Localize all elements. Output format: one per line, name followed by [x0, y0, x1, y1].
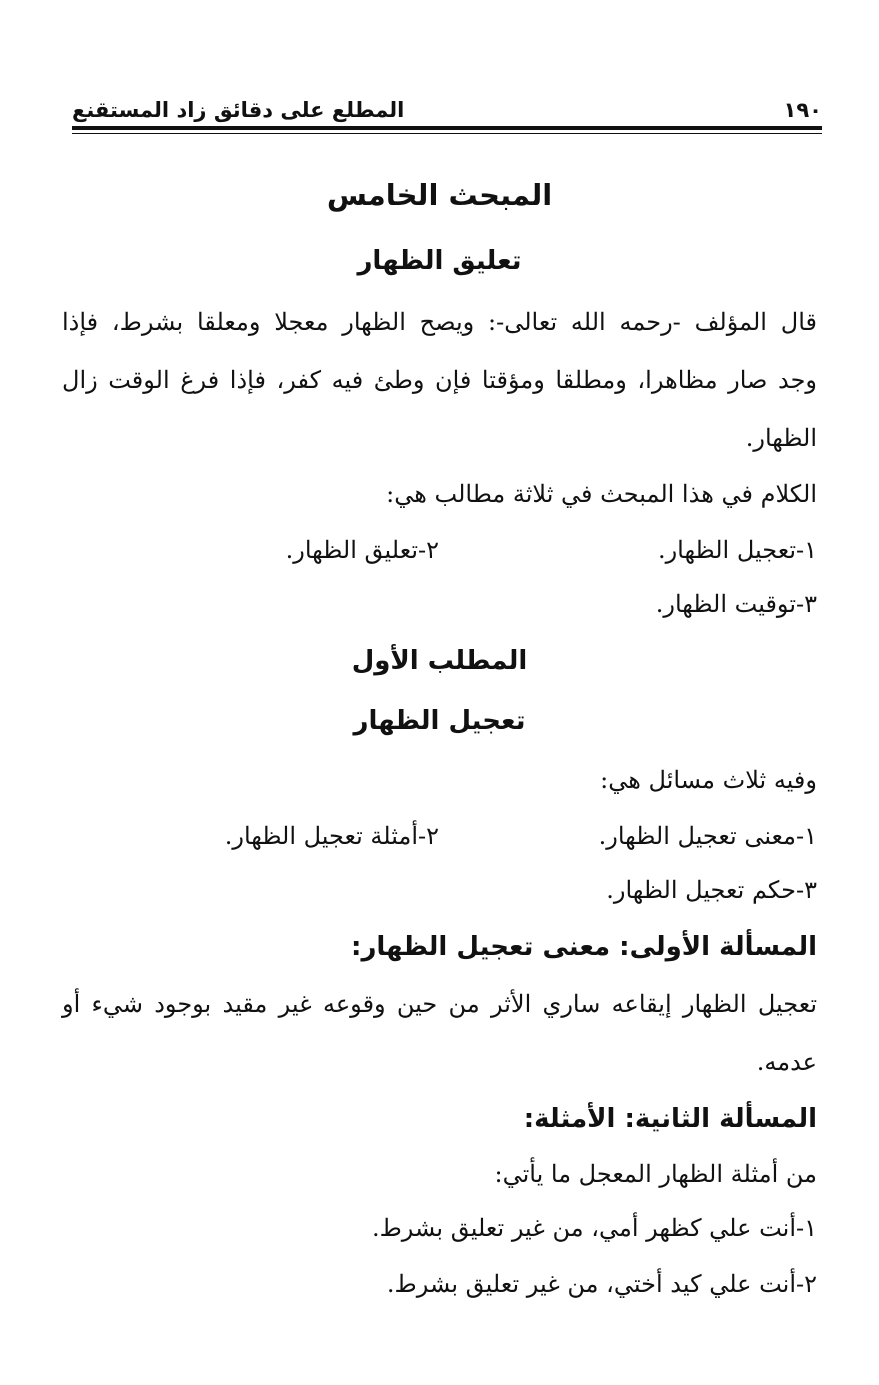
- part-item-2: ٢-أمثلة تعجيل الظهار.: [224, 822, 439, 850]
- intro-text: الكلام في هذا المبحث في ثلاثة مطالب هي:: [386, 480, 817, 508]
- header-rule-thick: [72, 126, 822, 130]
- intro-item-1: ١-تعجيل الظهار.: [657, 536, 817, 564]
- issue-1-title: المسألة الأولى: معنى تعجيل الظهار:: [351, 932, 817, 962]
- quote-line-2: وجد صار مظاهرا، ومطلقا ومؤقتا فإن وطئ فيه كفر، فإذا فرغ الوقت زال: [62, 366, 817, 394]
- example-1: ١-أنت علي كظهر أمي، من غير تعليق بشرط.: [371, 1214, 817, 1242]
- page-number: ١٩٠: [783, 98, 822, 122]
- part-intro-text: وفيه ثلاث مسائل هي:: [600, 766, 817, 794]
- issue-2-intro: من أمثلة الظهار المعجل ما يأتي:: [494, 1160, 817, 1188]
- part-topic-heading: تعجيل الظهار: [353, 706, 526, 736]
- part-item-3: ٣-حكم تعجيل الظهار.: [606, 876, 817, 904]
- header-rule-thin: [72, 133, 822, 134]
- issue-1-line-1: تعجيل الظهار إيقاعه ساري الأثر من حين وقوعه غير مقيد بوجود شيء أو: [62, 990, 817, 1018]
- quote-line-3: الظهار.: [745, 424, 817, 452]
- part-heading: المطلب الأول: [351, 646, 528, 676]
- running-header: [72, 92, 822, 122]
- issue-2-title: المسألة الثانية: الأمثلة:: [523, 1104, 817, 1134]
- intro-item-3: ٣-توقيت الظهار.: [655, 590, 817, 618]
- running-title: المطلع على دقائق زاد المستقنع: [72, 98, 405, 122]
- intro-item-2: ٢-تعليق الظهار.: [285, 536, 439, 564]
- section-heading: المبحث الخامس: [326, 178, 553, 212]
- issue-1-line-2: عدمه.: [756, 1048, 817, 1076]
- topic-heading: تعليق الظهار: [357, 246, 522, 276]
- example-2: ٢-أنت علي كيد أختي، من غير تعليق بشرط.: [386, 1270, 817, 1298]
- part-item-1: ١-معنى تعجيل الظهار.: [598, 822, 817, 850]
- quote-line-1: قال المؤلف -رحمه الله تعالى-: ويصح الظهار معجلا ومعلقا بشرط، فإذا: [62, 308, 817, 336]
